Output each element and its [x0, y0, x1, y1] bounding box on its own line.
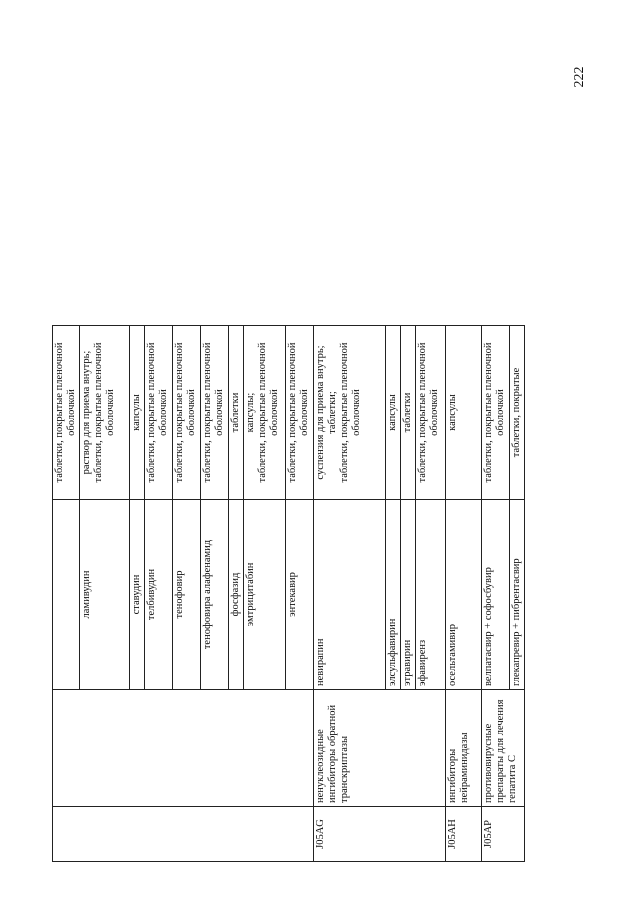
- atc-code-cell: J05AH: [446, 807, 482, 862]
- dosage-form-cell: суспензия для приема внутрь; таблетки; таблетки, покрытые пленочной оболочкой: [314, 326, 386, 500]
- drug-name-cell: невирапин: [314, 500, 386, 690]
- dosage-form-cell: таблетки, покрытые пленочной оболочкой: [482, 326, 510, 500]
- table-row: [446, 326, 482, 862]
- dosage-form-cell: таблетки, покрытые пленочной оболочкой: [53, 326, 80, 500]
- rotated-table-container: [52, 326, 557, 862]
- drug-name-cell: глекапревир + пибрентасвир: [510, 500, 525, 690]
- drug-name-cell: эмтрицитабин: [244, 500, 286, 690]
- drug-name-cell: элсульфавирин: [386, 500, 401, 690]
- table-row: [482, 326, 510, 862]
- dosage-form-cell: капсулы: [386, 326, 401, 500]
- drug-name-cell: этравирин: [401, 500, 416, 690]
- dosage-form-cell: таблетки, покрытые пленочной оболочкой: [286, 326, 314, 500]
- table-row: [314, 326, 386, 862]
- drug-name-cell: ставудин: [130, 500, 145, 690]
- drug-name-cell: фосфазид: [229, 500, 244, 690]
- group-cell: [53, 690, 314, 807]
- dosage-form-cell: капсулы: [130, 326, 145, 500]
- atc-code-cell: J05AG: [314, 807, 446, 862]
- page-number: 222: [572, 66, 587, 88]
- dosage-form-cell: таблетки, покрытые: [510, 326, 525, 500]
- table-row: [53, 326, 80, 862]
- dosage-form-cell: капсулы; таблетки, покрытые пленочной оболочкой: [244, 326, 286, 500]
- drug-table: [52, 325, 525, 862]
- drug-name-cell: энтекавир: [286, 500, 314, 690]
- drug-name-cell: телбивудин: [145, 500, 173, 690]
- drug-name-cell: [53, 500, 80, 690]
- group-cell: ненуклеозидные ингибиторы обратной транскриптазы: [314, 690, 446, 807]
- dosage-form-cell: таблетки: [229, 326, 244, 500]
- drug-name-cell: ламивудин: [80, 500, 130, 690]
- dosage-form-cell: таблетки, покрытые пленочной оболочкой: [416, 326, 446, 500]
- dosage-form-cell: раствор для приема внутрь; таблетки, покрытые пленочной оболочкой: [80, 326, 130, 500]
- dosage-form-cell: таблетки, покрытые пленочной оболочкой: [145, 326, 173, 500]
- group-cell: противовирусные препараты для лечения гепатита С: [482, 690, 525, 807]
- drug-name-cell: тенофовир: [173, 500, 201, 690]
- dosage-form-cell: капсулы: [446, 326, 482, 500]
- dosage-form-cell: таблетки, покрытые пленочной оболочкой: [173, 326, 201, 500]
- atc-code-cell: [53, 807, 314, 862]
- table-wrapper: [52, 326, 557, 862]
- drug-name-cell: осельтамивир: [446, 500, 482, 690]
- group-cell: ингибиторы нейраминидазы: [446, 690, 482, 807]
- drug-name-cell: велпатасвир + софосбувир: [482, 500, 510, 690]
- drug-name-cell: эфавиренз: [416, 500, 446, 690]
- dosage-form-cell: таблетки: [401, 326, 416, 500]
- drug-name-cell: тенофовира алафенамид: [201, 500, 229, 690]
- atc-code-cell: J05AP: [482, 807, 525, 862]
- dosage-form-cell: таблетки, покрытые пленочной оболочкой: [201, 326, 229, 500]
